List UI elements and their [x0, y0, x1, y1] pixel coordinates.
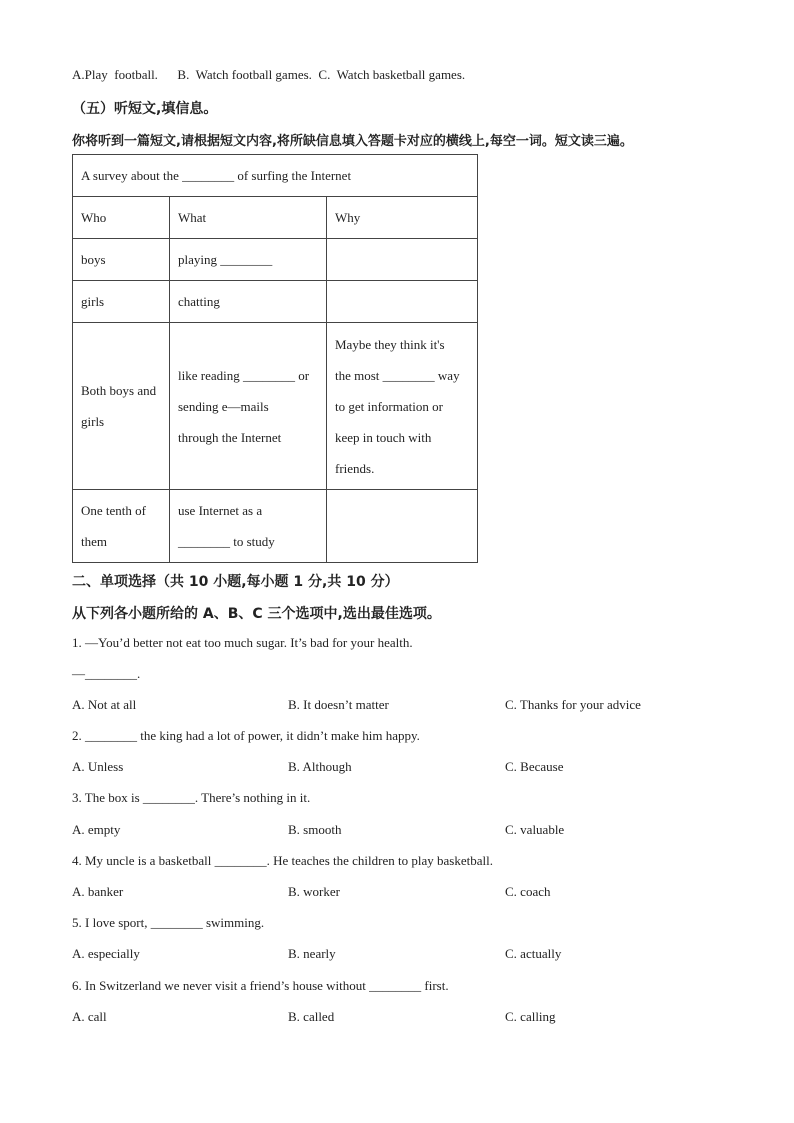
table-row [73, 281, 478, 323]
header-who: Who [73, 197, 170, 239]
option-b[interactable]: B. worker [288, 884, 340, 899]
question-stem: 4. My uncle is a basketball ________. He teaches the children to play basketball. [72, 853, 493, 868]
cell-what: playing ________ [170, 239, 327, 281]
question-stem: 5. I love sport, ________ swimming. [72, 915, 265, 930]
question-stem: 2. ________ the king had a lot of power, it didn’t make him happy. [72, 728, 420, 743]
cell-line: One tenth of [81, 503, 146, 518]
table-row [73, 239, 478, 281]
question-stem: 1. —You’d better not eat too much sugar. It’s bad for your health. [72, 635, 413, 650]
cell-who: boys [73, 239, 170, 281]
option-b[interactable]: B. smooth [288, 822, 342, 837]
cell-line: Maybe they think it's [335, 336, 445, 352]
question-stem-reply: —________. [72, 666, 141, 681]
option-b[interactable]: B. Although [288, 759, 352, 774]
option-a[interactable]: A. empty [72, 822, 121, 837]
section2-title: 二、单项选择（共 10 小题,每小题 1 分,共 10 分） [72, 574, 399, 590]
option-b[interactable]: B. It doesn’t matter [288, 697, 389, 712]
option-a[interactable]: A. Unless [72, 759, 124, 774]
cell-who: girls [73, 281, 170, 323]
cell-line: to get information or [335, 398, 443, 414]
option-a[interactable]: A. especially [72, 946, 140, 961]
cell-who [73, 323, 170, 490]
question-stem: 6. In Switzerland we never visit a friend’s house without ________ first. [72, 978, 449, 993]
section5-title: （五）听短文,填信息。 [72, 101, 218, 117]
table-title: A survey about the ________ of surfing the Internet [73, 155, 478, 197]
cell-line: the most ________ way [335, 367, 460, 383]
section5-instruction: 你将听到一篇短文,请根据短文内容,将所缺信息填入答题卡对应的横线上,每空一词。短文读三遍。 [72, 134, 633, 149]
option-c[interactable]: C. Because [505, 759, 564, 774]
cell-line: girls [81, 414, 105, 429]
option-b[interactable]: B. nearly [288, 946, 336, 961]
option-b[interactable]: B. called [288, 1009, 335, 1024]
cell-line: keep in touch with [335, 429, 432, 445]
cell-line: sending e—mails [178, 398, 269, 414]
question-stem: 3. The box is ________. There’s nothing in it. [72, 790, 311, 805]
cell-why [327, 323, 478, 490]
cell-line: Both boys and [81, 383, 157, 398]
table-row [73, 323, 478, 490]
cell-line: through the Internet [178, 429, 282, 445]
option-c[interactable]: C. Thanks for your advice [505, 697, 641, 712]
option-c[interactable]: C. coach [505, 884, 551, 899]
table-row [73, 490, 478, 563]
cell-what [170, 490, 327, 563]
cell-why [327, 490, 478, 563]
cell-what [170, 323, 327, 490]
header-why: Why [327, 197, 478, 239]
option-a[interactable]: A. Not at all [72, 697, 137, 712]
option-a[interactable]: A. banker [72, 884, 124, 899]
cell-why [327, 239, 478, 281]
option-a[interactable]: A. call [72, 1009, 107, 1024]
option-c[interactable]: C. calling [505, 1009, 556, 1024]
cell-who [73, 490, 170, 563]
option-c[interactable]: C. actually [505, 946, 562, 961]
cell-what: chatting [170, 281, 327, 323]
section2-instruction: 从下列各小题所给的 A、B、C 三个选项中,选出最佳选项。 [72, 606, 441, 622]
survey-table [72, 154, 478, 563]
option-c[interactable]: C. valuable [505, 822, 565, 837]
cell-why [327, 281, 478, 323]
header-what: What [170, 197, 327, 239]
cell-line: friends. [335, 460, 375, 476]
top-options-line: A.Play football. B. Watch football games. C. Watch basketball games. [72, 67, 466, 82]
cell-line: them [81, 534, 107, 549]
cell-line: like reading ________ or [178, 367, 310, 383]
cell-line: use Internet as a [178, 503, 263, 518]
cell-line: ________ to study [178, 534, 275, 549]
